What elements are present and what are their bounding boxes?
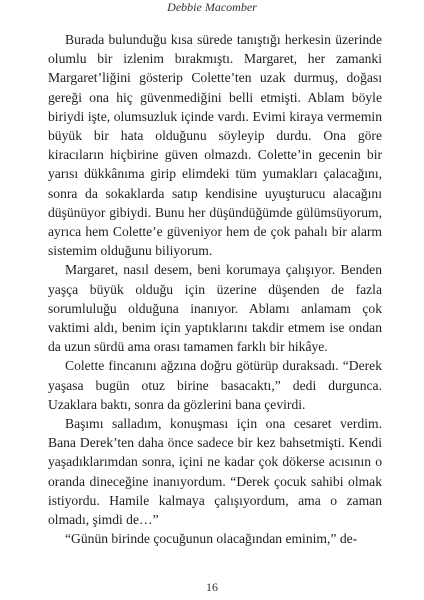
running-head-author: Debbie Macomber bbox=[167, 0, 257, 14]
page-number: 16 bbox=[206, 580, 218, 594]
paragraph-2: Margaret, nasıl desem, beni korumaya çalışıyor. Benden yaşça büyük olduğu için üzerine düşenden de fazla sorumluluğu olduğuna inanıyor. Ablamı anlamam çok vaktimi aldı, benim için yaptıklarını takdir etmem ise ondan da uzun sürdü ama orası tamamen farklı bir hikâye. bbox=[48, 262, 382, 355]
paragraph-3: Colette fincanını ağzına doğru götürüp duraksadı. “Derek yaşasa bugün otuz birine basacaktı,” dedi durgunca. Uzaklara baktı, sonra da gözlerini bana çevirdi. bbox=[48, 358, 382, 412]
paragraph-4: Başımı salladım, konuşması için ona cesaret verdim. Bana Derek’ten daha önce sadece bir kez bahsetmişti. Kendi yaşadıklarımdan sonra, içini ne kadar çok dökerse acısının o oranda dineceğine inanıyordum. “Derek çocuk sahibi olmak istiyordu. Hamile kalmaya çalışıyordum, ama o zaman olmadı, şimdi de…” bbox=[48, 416, 382, 528]
body-text bbox=[48, 30, 382, 548]
paragraph-1: Burada bulunduğu kısa sürede tanıştığı herkesin üzerinde olumlu bir izlenim bırakmıştı. Margaret, her zamanki Margaret’liğini gösterip Colette’ten uzak durmuş, doğası gereği ona hiç güvenmediğini belli etmişti. Ablam böyle biriydi işte, olumsuzluk içinde vardı. Evimi kiraya vermemin büyük bir hata olduğunu söyleyip durdu. Ona göre kiracıların hiçbirine güven olmazdı. Colette’in gecenin bir yarısı dükkânıma girip elimdeki tüm yumakları çalacağını, sonra da sokaklarda satıp kendisine uyuşturucu alacağını düşünüyor gibiydi. Bunu her düşündüğümde gülümsüyorum, ayrıca hem Colette’e güveniyor hem de çok pahalı bir alarm sistemim olduğunu biliyorum. bbox=[48, 32, 382, 259]
paragraph-5: “Günün birinde çocuğunun olacağından eminim,” de- bbox=[65, 531, 358, 547]
